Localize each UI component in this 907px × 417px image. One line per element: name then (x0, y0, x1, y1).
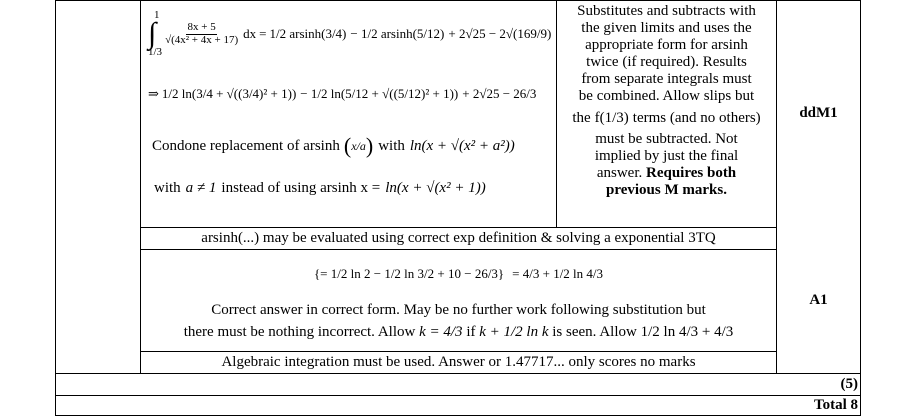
guidance-line-1: Substitutes and subtracts with (577, 3, 756, 19)
guidance-line-7-pre: the (572, 109, 591, 126)
integral-sign: ∫ (148, 17, 157, 50)
guidance-f-one-third: f(1/3) (594, 109, 629, 126)
instead-ln-form: ln(x + √(x² + 1)) (385, 179, 486, 196)
answer-expression-left: {= 1/2 ln 2 − 1/2 ln 3/2 + 10 − 26/3} (313, 266, 505, 281)
term-arsinh-5-12: − 1/2 arsinh(5/12) (350, 26, 445, 41)
integral-line (148, 6, 552, 62)
with-text: with (154, 179, 181, 196)
instead-text: instead of using arsinh x = (221, 179, 381, 196)
ln-part-1: 1/2 ln(3/4 + √((3/4)² + 1)) (161, 86, 297, 101)
answer-note-line-2-pre: there must be nothing incorrect. Allow (183, 324, 416, 340)
row3-answer (141, 250, 776, 351)
table-border-left (55, 0, 56, 416)
answer-expression (141, 252, 776, 296)
answer-k-expression: k + 1/2 ln k (479, 324, 549, 340)
guidance-line-4: twice (if required). Results (586, 54, 747, 70)
implies-arrow: ⇒ (148, 86, 159, 101)
table-border-bottom (55, 415, 861, 416)
answer-k-value: k = 4/3 (419, 324, 463, 340)
answer-alt-form: 1/2 ln 4/3 + 4/3 (640, 324, 734, 340)
with-condition: a ≠ 1 (185, 179, 217, 196)
guidance-line-8: must be subtracted. Not (595, 131, 738, 147)
row-divider-5 (55, 395, 861, 396)
row1-mark: ddM1 (799, 105, 838, 121)
answer-note-if: if (466, 324, 476, 340)
answer-expression-right: = 4/3 + 1/2 ln 4/3 (512, 266, 604, 281)
term-constants: + 2√25 − 2√(169/9) (448, 26, 552, 41)
integrand-numerator: 8x + 5 (187, 20, 216, 33)
integrand-denominator: √(4x² + 4x + 17) (165, 33, 239, 46)
condone-arg: x/a (351, 138, 366, 153)
row2-note: arsinh(...) may be evaluated using correct exp definition & solving a exponential 3TQ (201, 230, 716, 246)
answer-note-line-1: Correct answer in correct form. May be no further work following substitution but (211, 302, 706, 318)
guidance-line-3: appropriate form for arsinh (585, 37, 748, 53)
row4-note: Algebraic integration must be used. Answer or 1.47717... only scores no marks (221, 354, 696, 370)
condone-ln-form: ln(x + √(x² + a²)) (409, 137, 515, 154)
guidance-line-11: previous M marks. (606, 182, 727, 198)
integral-lower: 1/3 (148, 46, 163, 58)
row3-mark: A1 (809, 292, 828, 308)
row5-marks-subtotal: (5) (840, 376, 858, 392)
condone-line: Condone replacement of arsinh ( x/a ) with ln(x + √(x² + a²)) (152, 133, 515, 158)
answer-note-seen: is seen. Allow (552, 324, 637, 340)
guidance-line-10-pre: answer. (596, 165, 643, 181)
guidance-line-9: implied by just the final (594, 148, 739, 164)
ln-part-3: + 2√25 − 26/3 (462, 86, 537, 101)
guidance-line-10 (557, 165, 776, 182)
guidance-line-7 (557, 105, 776, 131)
condone-with: with (378, 137, 405, 154)
term-arsinh-3-4: 1/2 arsinh(3/4) (269, 26, 347, 41)
equals-sign: = (259, 26, 267, 41)
guidance-line-2: the given limits and uses the (581, 20, 752, 36)
dx: dx (243, 26, 257, 41)
guidance-line-7-post: terms (and no others) (632, 109, 761, 126)
ln-line (148, 66, 552, 122)
condone-text: Condone replacement of arsinh (152, 137, 340, 154)
guidance-line-6: be combined. Allow slips but (578, 88, 755, 104)
row-divider-4 (55, 373, 861, 374)
row6-total: Total 8 (813, 397, 858, 413)
integral-upper: 1 (154, 9, 160, 21)
guidance-line-10-bold: Requires both (646, 165, 737, 181)
ln-part-2: − 1/2 ln(5/12 + √((5/12)² + 1)) (300, 86, 459, 101)
answer-note-line-2 (141, 324, 776, 341)
row1-guidance (557, 3, 776, 227)
table-border-right (860, 0, 861, 416)
guidance-line-5: from separate integrals must (581, 71, 752, 87)
with-line (154, 168, 552, 208)
table-border-top (55, 0, 861, 1)
row1-working (148, 4, 552, 224)
